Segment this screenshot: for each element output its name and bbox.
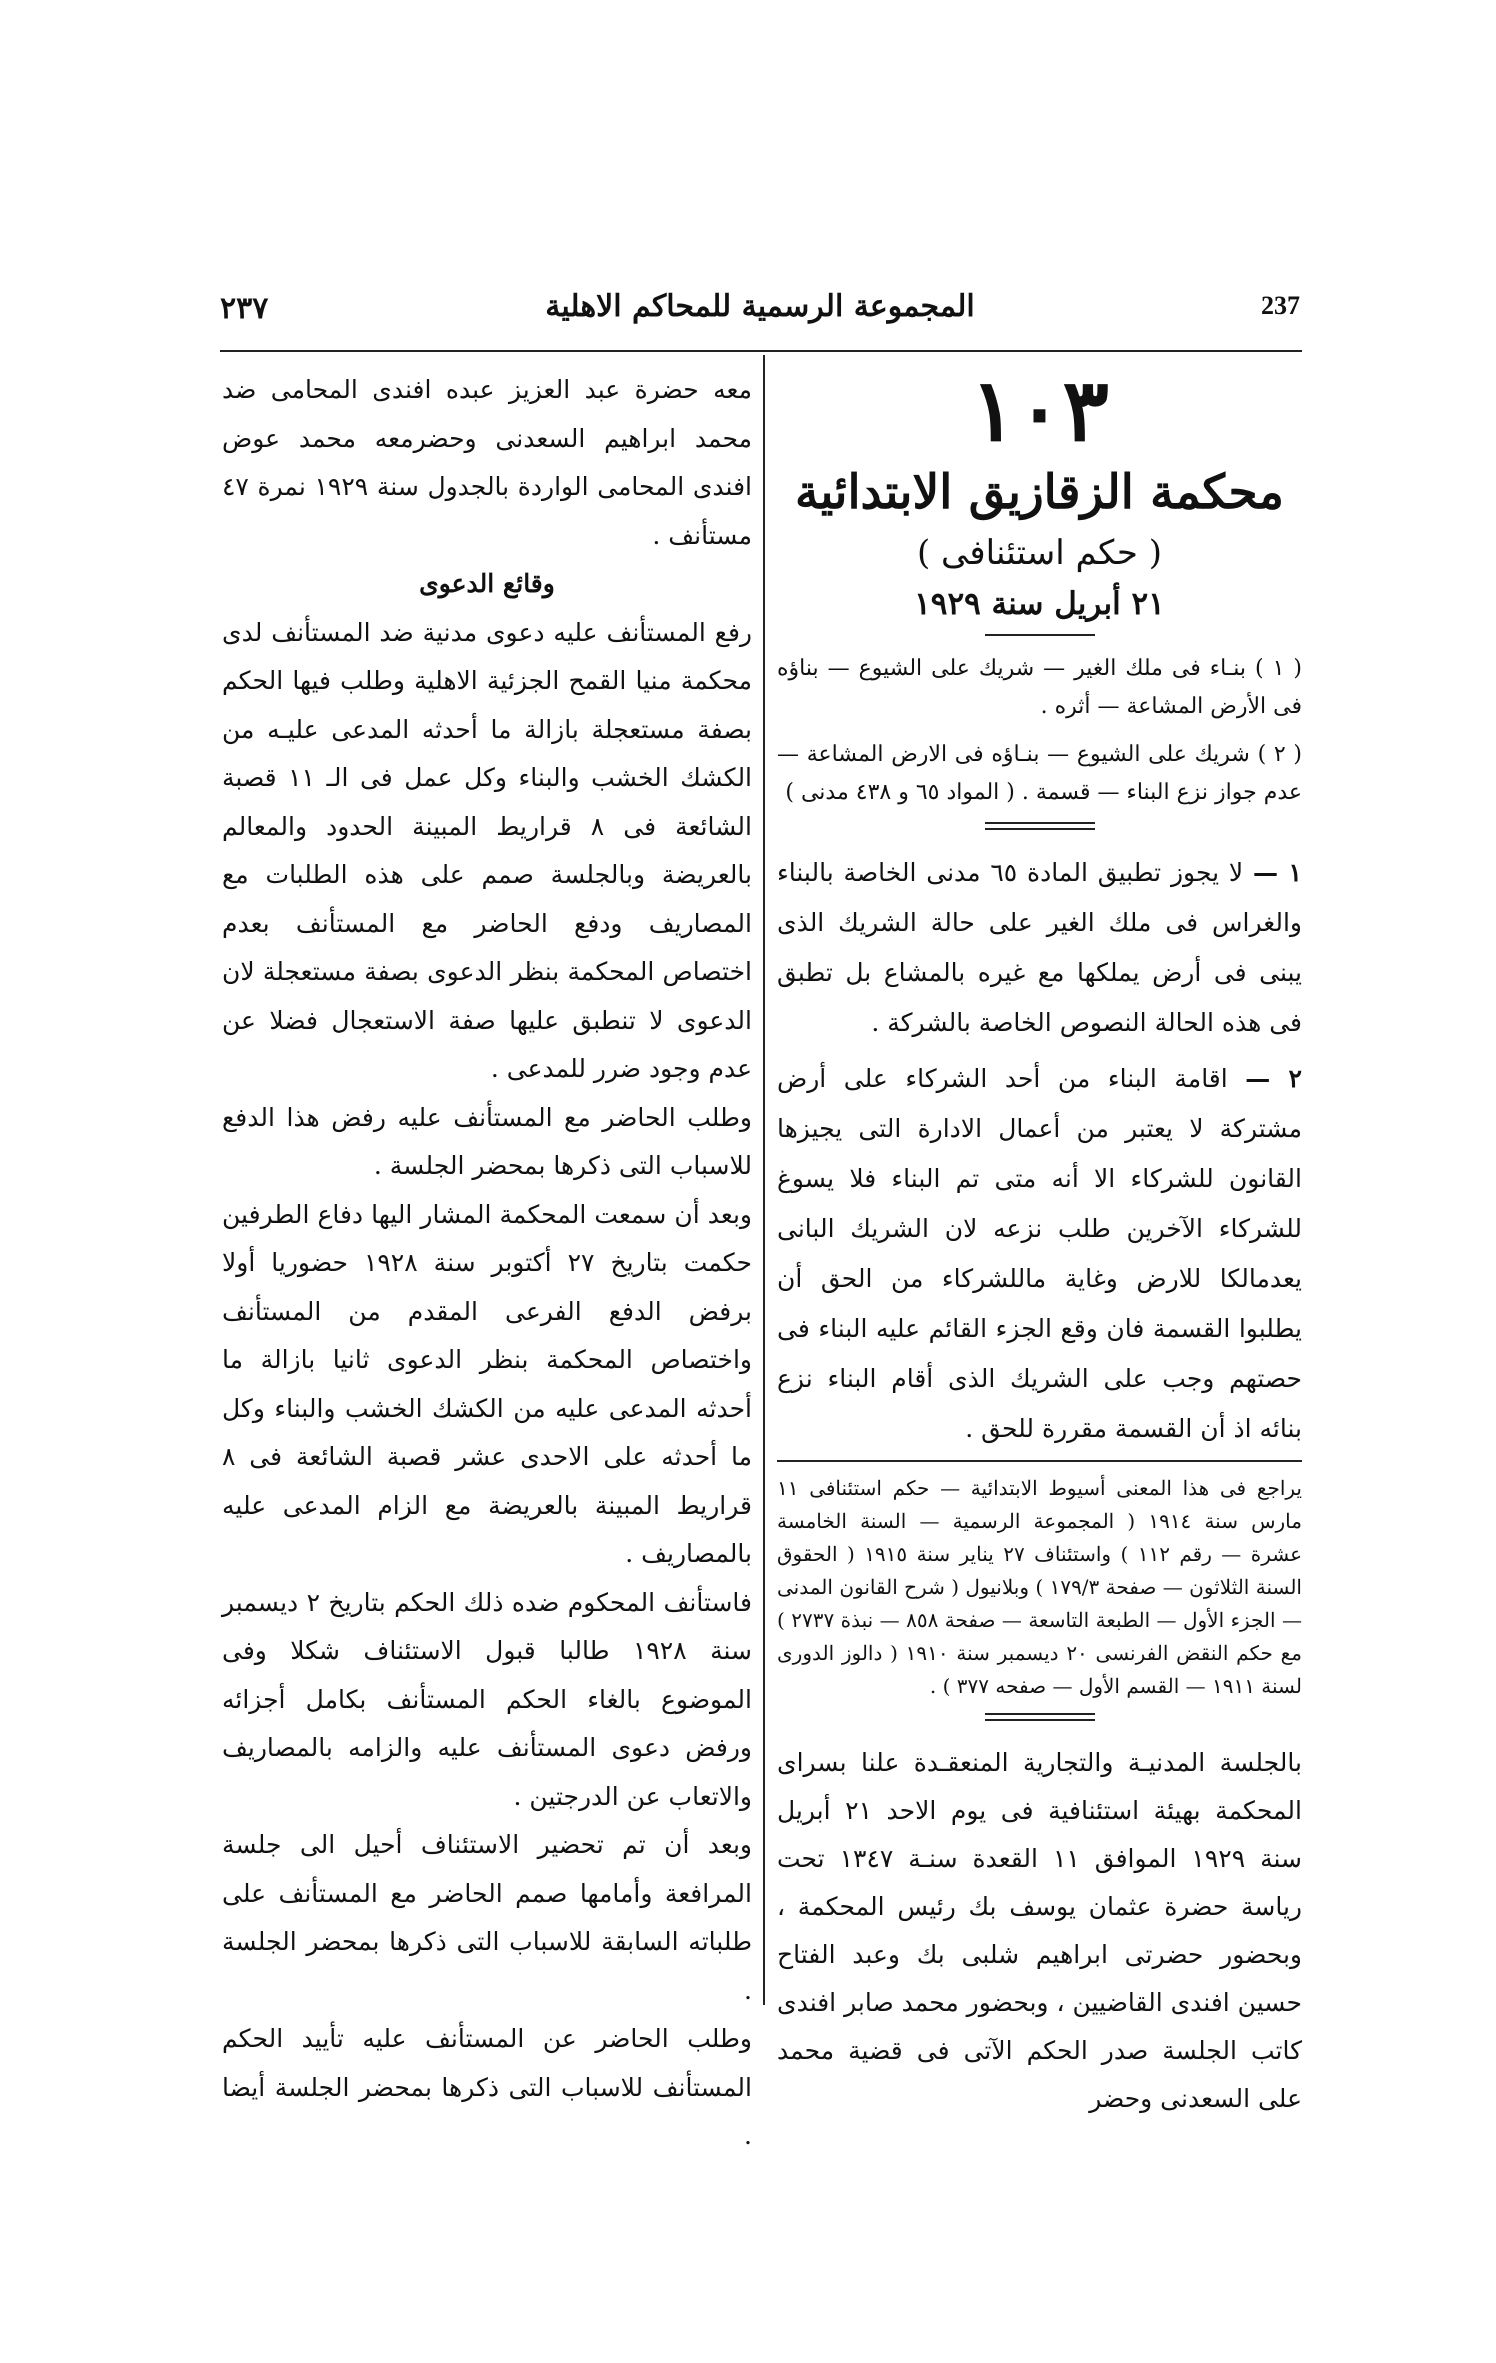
facts-paragraph: وطلب الحاضر عن المستأنف عليه تأييد الحكم المستأنف للاسباب التى ذكرها بمحضر الجلسة أيضا . <box>222 2024 752 2150</box>
page-header <box>220 285 1300 345</box>
page-number-latin: 237 <box>1261 291 1300 320</box>
keywords-rule <box>985 822 1095 830</box>
facts-paragraph: وطلب الحاضر مع المستأنف عليه رفض هذا الدفع للاسباب التى ذكرها بمحضر الجلسة . <box>222 1102 752 1180</box>
parties-paragraph: معه حضرة عبد العزيز عبده افندى المحامى ضد محمد ابراهيم السعدنى وحضرمعه محمد عوض افندى المحامى الواردة بالجدول سنة ١٩٢٩ نمرة ٤٧ مستأنف . <box>222 375 752 550</box>
facts-paragraph: وبعد أن سمعت المحكمة المشار اليها دفاع الطرفين حكمت بتاريخ ٢٧ أكتوبر سنة ١٩٢٨ حضوريا أولا برفض الدفع الفرعى المقدم من المستأنف واختصاص المحكمة بنظر الدعوى ثانيا بازالة ما أحدثه المدعى عليه من الكشك الخشب والبناء وكل ما أحدثه على الاحدى عشر قصبة الشائعة فى ٨ قراريط المبينة بالعريضة مع الزام المدعى عليه بالمصاريف . <box>222 1199 752 1568</box>
judgment-type: ( حكم استئنافى ) <box>916 533 1163 573</box>
legal-principle-2 <box>777 1054 1302 1454</box>
reference-rule <box>777 1460 1302 1462</box>
section-title: وقائع الدعوى <box>419 569 555 598</box>
right-column <box>777 362 1302 2123</box>
page-number-arabic: ٢٣٧ <box>220 291 269 326</box>
reference-note: يراجع فى هذا المعنى أسيوط الابتدائية — حكم استئنافى ١١ مارس سنة ١٩١٤ ( المجموعة الرسمية — السنة الخامسة عشرة — رقم ١١٢ ) واستئناف ٢٧ يناير سنة ١٩١٥ ( الحقوق السنة الثلاثون — صفحة ١٧٩/٣ ) وبلانيول ( شرح القانون المدنى — الجزء الأول — الطبعة التاسعة — صفحة ٨٥٨ — نبذة ٢٧٣٧ ) مع حكم النقض الفرنسى ٢٠ ديسمبر سنة ١٩١٠ ( دالوز الدورى لسنة ١٩١١ — القسم الأول — صفحه ٣٧٧ ) . <box>777 1476 1303 1698</box>
principle-number: ٢ — <box>1245 1064 1302 1093</box>
facts-paragraph: وبعد أن تم تحضير الاستئناف أحيل الى جلسة المرافعة وأمامها صمم الحاضر مع المستأنف على طلباته السابقة للاسباب التى ذكرها بمحضر الجلسة . <box>222 1830 752 2005</box>
left-column <box>222 366 752 2161</box>
keyword-summary-1: ( ١ ) بنـاء فى ملك الغير — شريك على الشيوع — بناؤه فى الأرض المشاعة — أثره . <box>777 656 1302 719</box>
case-number: ١٠٣ <box>970 360 1109 461</box>
principle-text: لا يجوز تطبيق المادة ٦٥ مدنى الخاصة بالبناء والغراس فى ملك الغير على حالة الشريك الذى يبنى فى أرض يملكها مع غيره بالمشاع بل تطبق فى هذه الحالة النصوص الخاصة بالشركة . <box>777 858 1302 1037</box>
running-title: المجموعة الرسمية للمحاكم الاهلية <box>545 289 975 324</box>
session-paragraph: بالجلسة المدنيـة والتجارية المنعقـدة علنا بسراى المحكمة بهيئة استئنافية فى يوم الاحد ٢١ أبريل سنة ١٩٢٩ الموافق ١١ القعدة سنـة ١٣٤٧ تحت رياسة حضرة عثمان يوسف بك رئيس المحكمة ، وبحضور حضرتى ابراهيم شلبى بك وعبد الفتاح حسين افندى القاضيين ، وبحضور محمد صابر افندى كاتب الجلسة صدر الحكم الآتى فى قضية محمد على السعدنى وحضر <box>777 1748 1302 2113</box>
court-name: محكمة الزقازيق الابتدائية <box>795 465 1284 520</box>
legal-principle-1 <box>777 848 1302 1048</box>
header-rule <box>220 350 1302 352</box>
title-rule <box>985 634 1095 636</box>
reference-end-rule <box>985 1713 1095 1721</box>
facts-paragraph: فاستأنف المحكوم ضده ذلك الحكم بتاريخ ٢ ديسمبر سنة ١٩٢٨ طالبا قبول الاستئناف شكلا وفى الموضوع بالغاء الحكم المستأنف بكامل أجزائه ورفض دعوى المستأنف عليه والزامه بالمصاريف والاتعاب عن الدرجتين . <box>222 1587 752 1811</box>
keyword-summary-2: ( ٢ ) شريك على الشيوع — بنـاؤه فى الارض المشاعة — عدم جواز نزع البناء — قسمة . ( المواد ٦٥ و ٤٣٨ مدنى ) <box>777 742 1303 805</box>
principle-text: اقامة البناء من أحد الشركاء على أرض مشتركة لا يعتبر من أعمال الادارة التى يجيزها القانون للشركاء الا أنه متى تم البناء فلا يسوغ للشركاء الآخرين طلب نزعه لان الشريك البانى يعدمالكا للارض وغاية ماللشركاء من الحق أن يطلبوا القسمة فان وقع الجزء القائم عليه البناء فى حصتهم وجب على الشريك الذى أقام البناء نزع بنائه اذ أن القسمة مقررة للحق . <box>777 1064 1302 1443</box>
judgment-date: ٢١ أبريل سنة ١٩٢٩ <box>914 586 1165 622</box>
facts-paragraph: رفع المستأنف عليه دعوى مدنية ضد المستأنف لدى محكمة منيا القمح الجزئية الاهلية وطلب فيها الحكم بصفة مستعجلة بازالة ما أحدثه المدعى عليـه من الكشك الخشب والبناء وكل عمل فى الـ ١١ قصبة الشائعة فى ٨ قراريط المبينة الحدود والمعالم بالعريضة وبالجلسة صمم على هذه الطلبات مع المصاريف ودفع الحاضر مع المستأنف بعدم اختصاص المحكمة بنظر الدعوى بصفة مستعجلة لان الدعوى لا تنطبق عليها صفة الاستعجال فضلا عن عدم وجود ضرر للمدعى . <box>222 617 753 1083</box>
column-separator <box>763 355 765 2005</box>
principle-number: ١ — <box>1252 858 1302 887</box>
